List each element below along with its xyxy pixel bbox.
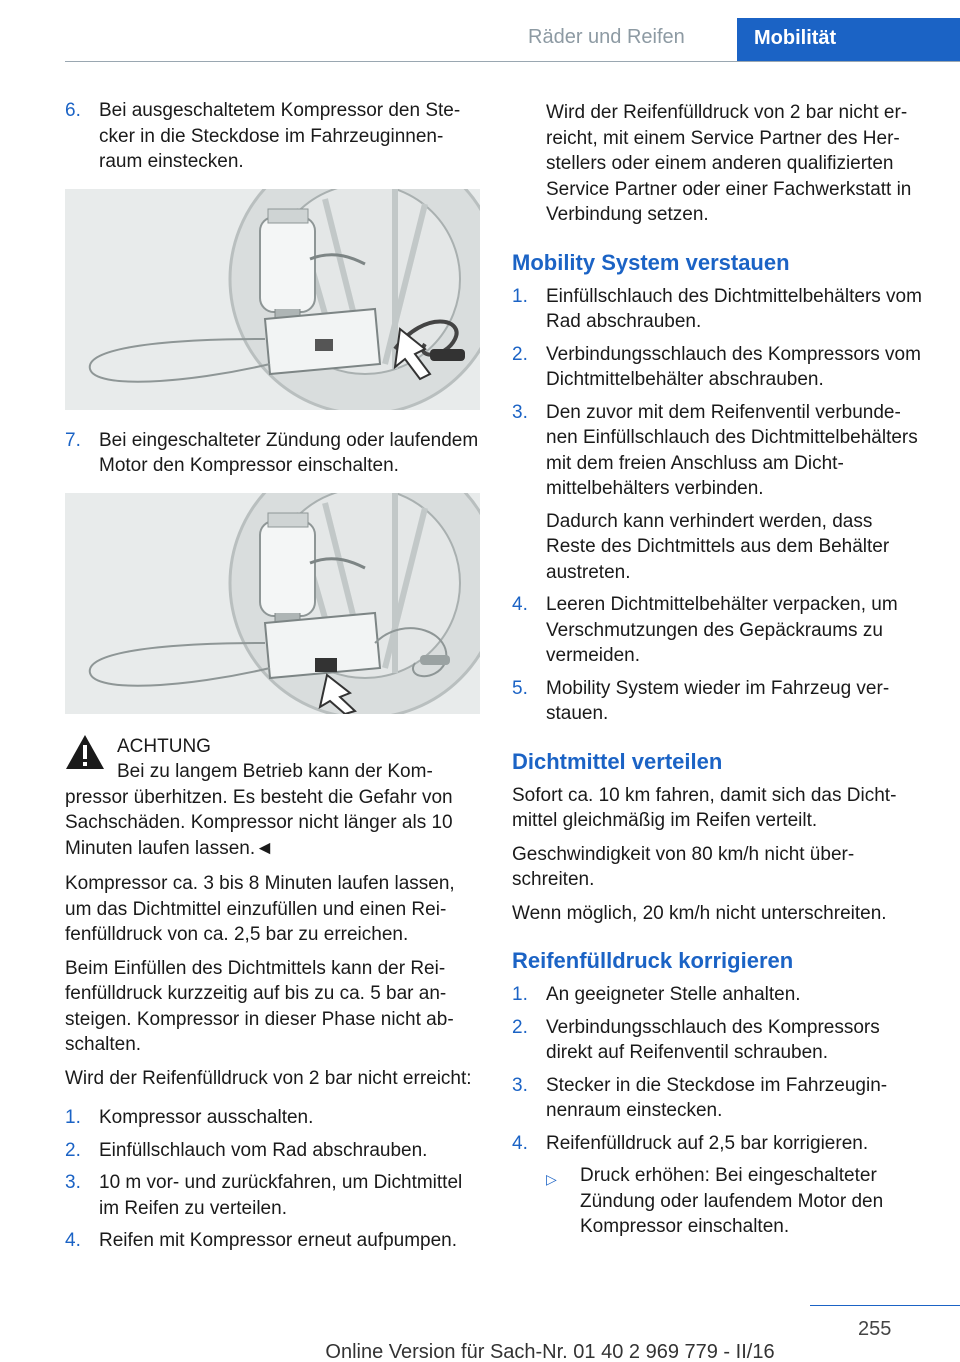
step-text-block bbox=[546, 400, 922, 586]
step-number: 2. bbox=[512, 1016, 528, 1038]
triangle-bullet-icon: ▷ bbox=[546, 1171, 557, 1187]
page-number: 255 bbox=[858, 1318, 892, 1340]
list-item bbox=[512, 284, 922, 335]
figure-compressor-plug-in bbox=[65, 189, 480, 410]
step-number: 1. bbox=[512, 285, 528, 307]
paragraph-not-reached: Wird der Reifenfülldruck von 2 bar nicht erreicht: bbox=[65, 1067, 472, 1089]
header-section-title: Räder und Reifen bbox=[528, 26, 685, 48]
figure-compressor-switch-on bbox=[65, 493, 480, 714]
footer-divider bbox=[810, 1305, 960, 1306]
right-column bbox=[512, 100, 922, 1254]
step-number: 4. bbox=[512, 1132, 528, 1154]
header-divider bbox=[65, 61, 960, 62]
step-number: 4. bbox=[65, 1230, 81, 1251]
step-text: Verbindungsschlauch des Kompressors direkt auf Reifenventil schrauben. bbox=[546, 1016, 880, 1063]
step-text: 10 m vor- und zurückfahren, um Dichtmittel im Reifen zu verteilen. bbox=[99, 1172, 463, 1219]
list-item bbox=[65, 1228, 480, 1254]
heading-stow-system: Mobility System verstauen bbox=[512, 249, 790, 275]
list-item bbox=[65, 1105, 480, 1131]
step-text: Reifenfülldruck auf 2,5 bar korrigieren. bbox=[546, 1132, 869, 1154]
bullet-text: Druck erhöhen: Bei eingeschalteter Zündung oder laufendem Motor den Kompressor einschalten. bbox=[580, 1165, 884, 1237]
footer-version-text: Online Version für Sach-Nr. 01 40 2 969 779 - II/16 bbox=[325, 1341, 775, 1362]
list-item bbox=[512, 676, 922, 727]
paragraph-drive-10km: Sofort ca. 10 km fahren, damit sich das Dichtmittel gleichmäßig im Reifen verteilt. bbox=[512, 784, 897, 831]
step-text: Einfüllschlauch des Dichtmittelbehälters vom Rad abschrauben. bbox=[546, 285, 922, 332]
list-item bbox=[512, 982, 922, 1008]
step-number: 2. bbox=[65, 1139, 81, 1161]
list-item bbox=[512, 592, 922, 669]
step-7 bbox=[65, 428, 480, 479]
step-text: Leeren Dichtmittelbehälter verpacken, um Verschmutzungen des Gepäckraums zu vermeiden. bbox=[546, 594, 898, 666]
step-text: Reifen mit Kompressor erneut aufpumpen. bbox=[99, 1230, 458, 1251]
list-item bbox=[512, 400, 922, 586]
step-number: 6. bbox=[65, 100, 81, 121]
warning-box bbox=[65, 734, 480, 862]
step-number: 7. bbox=[65, 429, 81, 451]
paragraph-run-time: Kompressor ca. 3 bis 8 Minuten laufen lassen, um das Dichtmittel einzufüllen und einen Reifenfülldruck von ca. 2,5 bar zu erreichen. bbox=[65, 873, 455, 945]
step-subtext: Dadurch kann verhindert werden, dass Reste des Dichtmittels aus dem Behälter austreten. bbox=[546, 510, 890, 583]
list-item bbox=[512, 342, 922, 393]
paragraph-contact-service: Wird der Reifenfülldruck von 2 bar nicht erreicht, mit einem Service Partner des Herstellers oder einem anderen qualifizierten Service Partner oder einer Fachwerkstatt in Verbindung setzen. bbox=[546, 102, 912, 225]
list-item bbox=[512, 1131, 922, 1247]
step-number: 3. bbox=[512, 401, 528, 423]
step-text: Mobility System wieder im Fahrzeug verstauen. bbox=[546, 677, 890, 724]
step-number: 2. bbox=[512, 343, 528, 365]
step-number: 1. bbox=[512, 984, 528, 1005]
step-number: 3. bbox=[512, 1074, 528, 1096]
step-text-block bbox=[546, 1131, 922, 1247]
step-6 bbox=[65, 98, 480, 175]
heading-correct-pressure: Reifenfülldruck korrigieren bbox=[512, 948, 794, 973]
step-text: An geeigneter Stelle anhalten. bbox=[546, 984, 801, 1005]
paragraph-min-speed: Wenn möglich, 20 km/h nicht unterschreiten. bbox=[512, 902, 887, 924]
list-item bbox=[65, 1170, 480, 1221]
heading-distribute-sealant: Dichtmittel verteilen bbox=[512, 748, 723, 774]
left-column bbox=[65, 98, 480, 1261]
step-text: Verbindungsschlauch des Kompressors vom Dichtmittelbehälter abschrauben. bbox=[546, 343, 921, 390]
header-chapter-tab[interactable]: Mobilität bbox=[737, 18, 960, 61]
paragraph-pressure-peak: Beim Einfüllen des Dichtmittels kann der Reifenfülldruck kurzzeitig auf bis zu ca. 5 bar ansteigen. Kompressor in dieser Phase nicht abschalten. bbox=[65, 957, 454, 1055]
step-text: Den zuvor mit dem Reifenventil verbundenen Einfüllschlauch des Dichtmittelbehälters mit dem freien Anschluss am Dichtmittelbehälters verbinden. bbox=[546, 401, 918, 499]
step-text: Bei eingeschalteter Zündung oder laufendem Motor den Kompressor einschalten. bbox=[99, 429, 479, 476]
paragraph-speed-limit: Geschwindigkeit von 80 km/h nicht überschreiten. bbox=[512, 843, 855, 890]
bullet-item bbox=[546, 1163, 922, 1240]
step-number: 4. bbox=[512, 594, 528, 615]
step-text: Stecker in die Steckdose im Fahrzeuginnenraum einstecken. bbox=[546, 1074, 888, 1121]
list-item bbox=[65, 1138, 480, 1164]
warning-triangle-icon bbox=[65, 734, 105, 770]
step-number: 1. bbox=[65, 1107, 81, 1128]
page-header bbox=[0, 0, 960, 62]
step-text: Kompressor ausschalten. bbox=[99, 1107, 314, 1128]
warning-title: ACHTUNG bbox=[117, 735, 211, 757]
list-item bbox=[512, 1073, 922, 1124]
list-item bbox=[512, 1015, 922, 1066]
step-text: Bei ausgeschaltetem Kompressor den Stecker in die Steckdose im Fahrzeuginnenraum einstecken. bbox=[99, 100, 461, 172]
step-number: 5. bbox=[512, 677, 528, 699]
step-text: Einfüllschlauch vom Rad abschrauben. bbox=[99, 1139, 428, 1161]
warning-text: Bei zu langem Betrieb kann der Kompressor überhitzen. Es besteht die Gefahr von Sachschäden. Kompressor nicht länger als 10 Minuten laufen lassen.◄ bbox=[65, 761, 453, 859]
step-number: 3. bbox=[65, 1172, 81, 1193]
